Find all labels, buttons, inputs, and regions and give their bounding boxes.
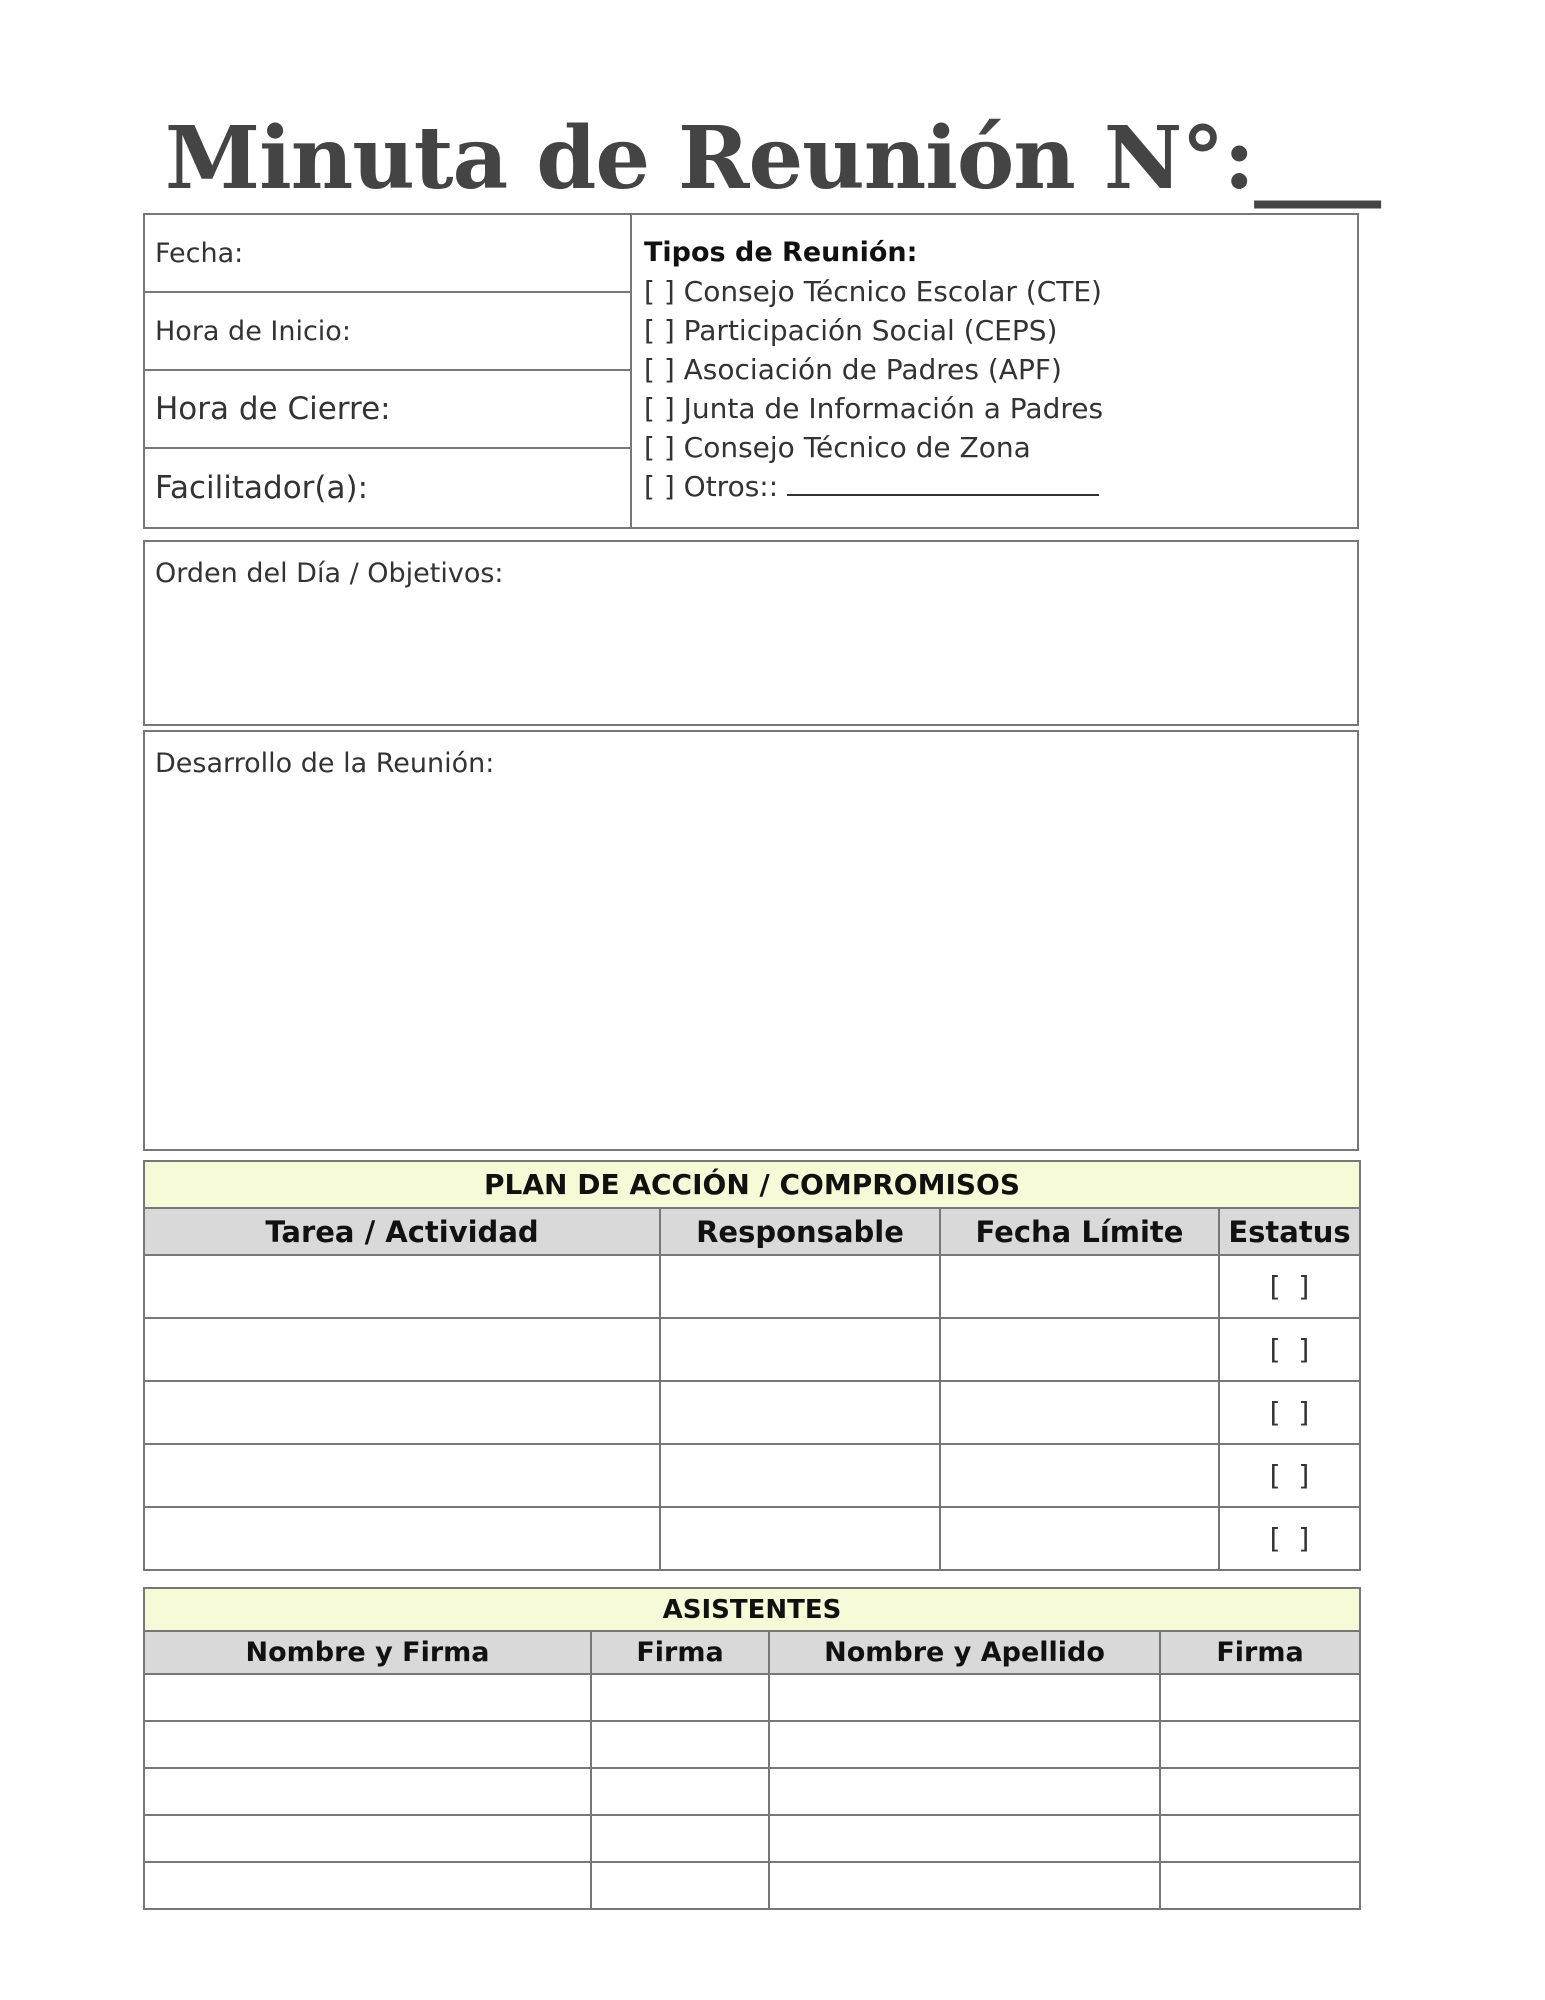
orden-del-dia-box[interactable] (143, 540, 1359, 726)
facilitador-label: Facilitador(a): (155, 470, 369, 506)
nombre-firma-cell[interactable] (144, 1768, 591, 1815)
fecha-limite-cell[interactable] (940, 1381, 1219, 1444)
desarrollo-label: Desarrollo de la Reunión: (155, 748, 495, 779)
table-row (144, 1862, 1360, 1909)
firma-cell[interactable] (591, 1862, 769, 1909)
status-checkbox[interactable]: [ ] (1219, 1381, 1360, 1444)
hora-cierre-label: Hora de Cierre: (155, 391, 391, 427)
firma-cell[interactable] (1160, 1862, 1360, 1909)
table-row (144, 1674, 1360, 1721)
table-row (144, 1768, 1360, 1815)
fecha-label: Fecha: (155, 237, 244, 269)
col-header-nombre-apellido: Nombre y Apellido (769, 1631, 1160, 1674)
nombre-apellido-cell[interactable] (769, 1815, 1160, 1862)
fecha-field[interactable] (145, 215, 630, 293)
tarea-cell[interactable] (144, 1507, 660, 1570)
desarrollo-box[interactable] (143, 730, 1359, 1151)
meeting-info-box (143, 213, 1359, 529)
nombre-apellido-cell[interactable] (769, 1768, 1160, 1815)
nombre-apellido-cell[interactable] (769, 1862, 1160, 1909)
table-row (144, 1444, 1360, 1507)
status-checkbox[interactable]: [ ] (1219, 1507, 1360, 1570)
meeting-details-column (145, 215, 632, 527)
col-header-nombre-firma: Nombre y Firma (144, 1631, 591, 1674)
asistentes-title: ASISTENTES (144, 1588, 1360, 1631)
firma-cell[interactable] (1160, 1768, 1360, 1815)
meeting-type-ceps[interactable]: [ ] Participación Social (CEPS) (644, 314, 1058, 347)
tarea-cell[interactable] (144, 1444, 660, 1507)
page-title: Minuta de Reunión N°:___ (164, 108, 1381, 209)
firma-cell[interactable] (591, 1768, 769, 1815)
table-row (144, 1507, 1360, 1570)
tarea-cell[interactable] (144, 1318, 660, 1381)
table-row (144, 1318, 1360, 1381)
table-row (144, 1255, 1360, 1318)
nombre-firma-cell[interactable] (144, 1721, 591, 1768)
responsable-cell[interactable] (660, 1255, 940, 1318)
meeting-type-apf[interactable]: [ ] Asociación de Padres (APF) (644, 353, 1062, 386)
col-header-fecha-limite: Fecha Límite (940, 1208, 1219, 1255)
firma-cell[interactable] (1160, 1721, 1360, 1768)
responsable-cell[interactable] (660, 1507, 940, 1570)
table-row (144, 1381, 1360, 1444)
hora-inicio-label: Hora de Inicio: (155, 315, 351, 347)
nombre-firma-cell[interactable] (144, 1815, 591, 1862)
table-row (144, 1815, 1360, 1862)
asistentes-table (143, 1587, 1361, 1910)
firma-cell[interactable] (591, 1815, 769, 1862)
table-row (144, 1721, 1360, 1768)
col-header-estatus: Estatus (1219, 1208, 1360, 1255)
firma-cell[interactable] (1160, 1674, 1360, 1721)
nombre-firma-cell[interactable] (144, 1862, 591, 1909)
hora-cierre-field[interactable] (145, 371, 630, 449)
fecha-limite-cell[interactable] (940, 1255, 1219, 1318)
status-checkbox[interactable]: [ ] (1219, 1255, 1360, 1318)
nombre-apellido-cell[interactable] (769, 1674, 1160, 1721)
meeting-types-column (644, 233, 1349, 506)
firma-cell[interactable] (591, 1721, 769, 1768)
meeting-types-title: Tipos de Reunión: (644, 237, 918, 268)
col-header-tarea: Tarea / Actividad (144, 1208, 660, 1255)
tarea-cell[interactable] (144, 1381, 660, 1444)
responsable-cell[interactable] (660, 1444, 940, 1507)
firma-cell[interactable] (1160, 1815, 1360, 1862)
plan-de-accion-table (143, 1160, 1361, 1571)
facilitador-field[interactable] (145, 449, 630, 527)
col-header-responsable: Responsable (660, 1208, 940, 1255)
fecha-limite-cell[interactable] (940, 1507, 1219, 1570)
status-checkbox[interactable]: [ ] (1219, 1444, 1360, 1507)
meeting-type-junta-padres[interactable]: [ ] Junta de Información a Padres (644, 392, 1104, 425)
nombre-apellido-cell[interactable] (769, 1721, 1160, 1768)
tarea-cell[interactable] (144, 1255, 660, 1318)
meeting-type-consejo-zona[interactable]: [ ] Consejo Técnico de Zona (644, 431, 1031, 464)
fecha-limite-cell[interactable] (940, 1318, 1219, 1381)
responsable-cell[interactable] (660, 1381, 940, 1444)
meeting-type-cte[interactable]: [ ] Consejo Técnico Escolar (CTE) (644, 275, 1102, 308)
plan-de-accion-title: PLAN DE ACCIÓN / COMPROMISOS (144, 1161, 1360, 1208)
responsable-cell[interactable] (660, 1318, 940, 1381)
meeting-type-otros[interactable]: [ ] Otros:: (644, 467, 1349, 506)
col-header-firma-1: Firma (591, 1631, 769, 1674)
col-header-firma-2: Firma (1160, 1631, 1360, 1674)
orden-del-dia-label: Orden del Día / Objetivos: (155, 558, 504, 589)
firma-cell[interactable] (591, 1674, 769, 1721)
status-checkbox[interactable]: [ ] (1219, 1318, 1360, 1381)
hora-inicio-field[interactable] (145, 293, 630, 371)
nombre-firma-cell[interactable] (144, 1674, 591, 1721)
fecha-limite-cell[interactable] (940, 1444, 1219, 1507)
otros-blank-line[interactable] (787, 472, 1099, 496)
